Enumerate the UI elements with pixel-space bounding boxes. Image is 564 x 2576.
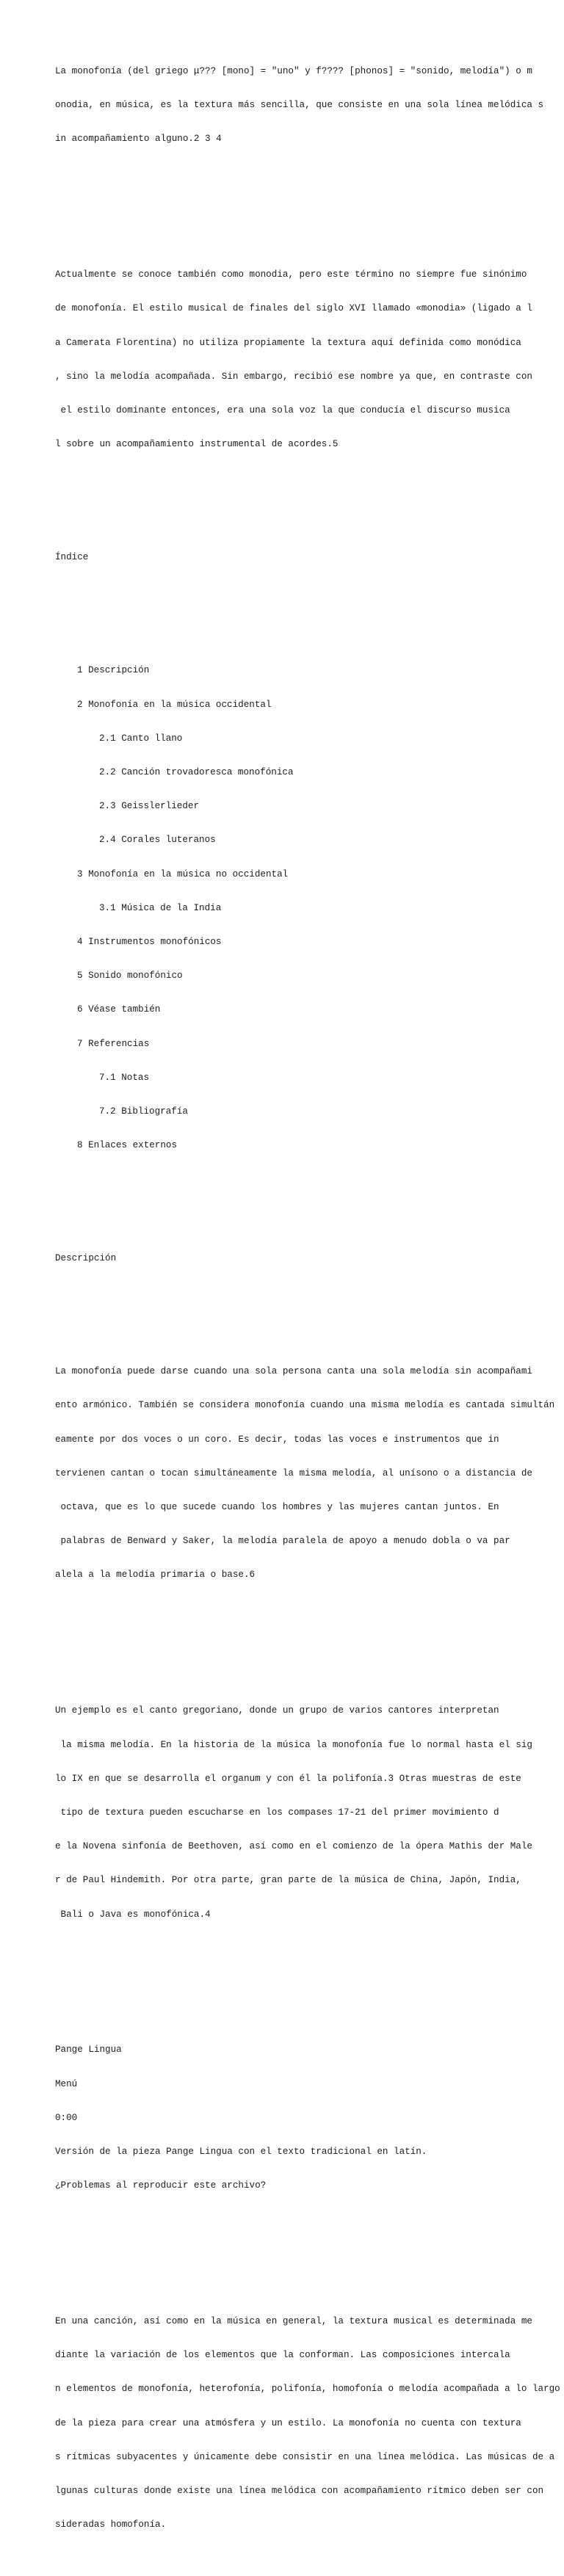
text-line: Actualmente se conoce también como monodia, pero este término no siempre fue sinónimo bbox=[55, 269, 527, 280]
text-line: l sobre un acompañamiento instrumental de acordes.5 bbox=[55, 439, 339, 450]
media-time-display: 0:00 bbox=[55, 2112, 78, 2123]
textura-paragraph bbox=[55, 2293, 562, 2553]
toc-item-instrumentos[interactable]: 4 Instrumentos monofónicos bbox=[77, 936, 222, 947]
toc-item-monofonia-no-occidental[interactable]: 3 Monofonía en la música no occidental bbox=[77, 868, 289, 879]
media-title: Pange Lingua bbox=[55, 2045, 122, 2056]
text-line: a Camerata Florentina) no utiliza propiamente la textura aquí definida como monódica bbox=[55, 337, 521, 348]
toc-item-cancion-trovadoresca[interactable]: 2.2 Canción trovadoresca monofónica bbox=[99, 766, 294, 777]
text-line: palabras de Benward y Saker, la melodía paralela de apoyo a menudo dobla o va par bbox=[55, 1536, 510, 1547]
text-line: ento armónico. También se considera monofonía cuando una misma melodía es cantada simultán bbox=[55, 1400, 555, 1411]
intro-paragraph bbox=[55, 43, 562, 167]
document-page bbox=[55, 10, 562, 2576]
toc-item-vease-tambien[interactable]: 6 Véase también bbox=[77, 1004, 161, 1015]
text-line: octava, que es lo que sucede cuando los hombres y las mujeres cantan juntos. En bbox=[55, 1502, 499, 1513]
text-line: r de Paul Hindemith. Por otra parte, gran parte de la música de China, Japón, India, bbox=[55, 1875, 521, 1886]
media-caption: Versión de la pieza Pange Lingua con el texto tradicional en latín. bbox=[55, 2147, 427, 2157]
text-line: tipo de textura pueden escucharse en los compases 17-21 del primer movimiento d bbox=[55, 1807, 499, 1818]
text-line: tervienen cantan o tocan simultáneamente la misma melodía, al unísono o a distancia de bbox=[55, 1467, 532, 1479]
media-player bbox=[55, 2022, 562, 2215]
toc-item-canto-llano[interactable]: 2.1 Canto llano bbox=[99, 733, 183, 744]
text-line: , sino la melodía acompañada. Sin embargo, recibió ese nombre ya que, en contraste con bbox=[55, 371, 532, 382]
text-line: e la Novena sinfonía de Beethoven, así como en el comienzo de la ópera Mathis der Male bbox=[55, 1841, 532, 1852]
text-line: La monofonía puede darse cuando una sola persona canta una sola melodía sin acompañami bbox=[55, 1366, 532, 1377]
text-line: diante la variación de los elementos que la conforman. Las composiciones intercala bbox=[55, 2350, 510, 2361]
toc-item-referencias[interactable]: 7 Referencias bbox=[77, 1038, 150, 1049]
text-line: de monofonía. El estilo musical de finales del siglo XVI llamado «monodia» (ligado a l bbox=[55, 303, 532, 314]
text-line: n elementos de monofonía, heterofonía, polifonía, homofonía o melodía acompañada a lo largo bbox=[55, 2384, 560, 2395]
toc-item-descripcion[interactable]: 1 Descripción bbox=[77, 665, 150, 676]
text-line: la misma melodía. En la historia de la música la monofonía fue lo normal hasta el sig bbox=[55, 1739, 532, 1750]
text-line: s rítmicas subyacentes y únicamente debe consistir en una línea melódica. Las músicas de a bbox=[55, 2451, 555, 2462]
text-line: En una canción, así como en la música en general, la textura musical es determinada me bbox=[55, 2316, 532, 2327]
toc-item-monofonia-occidental[interactable]: 2 Monofonía en la música occidental bbox=[77, 699, 272, 710]
text-line: lgunas culturas donde existe una línea melódica con acompañamiento rítmico deben ser con bbox=[55, 2486, 544, 2497]
descripcion-paragraph-1 bbox=[55, 1343, 562, 1603]
text-line: eamente por dos voces o un coro. Es decir, todas las voces e instrumentos que in bbox=[55, 1434, 499, 1445]
text-line: lo IX en que se desarrolla el organum y con él la polifonía.3 Otras muestras de este bbox=[55, 1773, 521, 1784]
text-line: Un ejemplo es el canto gregoriano, donde un grupo de varios cantores interpretan bbox=[55, 1705, 499, 1716]
text-line: el estilo dominante entonces, era una sola voz la que conducía el discurso musica bbox=[55, 405, 510, 416]
toc-item-enlaces-externos[interactable]: 8 Enlaces externos bbox=[77, 1140, 178, 1151]
table-of-contents bbox=[55, 643, 562, 1175]
text-line: alela a la melodía primaria o base.6 bbox=[55, 1570, 256, 1581]
toc-item-musica-india[interactable]: 3.1 Música de la India bbox=[99, 902, 222, 913]
text-line: sideradas homofonía. bbox=[55, 2519, 167, 2530]
text-line: Bali o Java es monofónica.4 bbox=[55, 1909, 211, 1920]
toc-item-sonido[interactable]: 5 Sonido monofónico bbox=[77, 970, 183, 982]
text-line: de la pieza para crear una atmósfera y un estilo. La monofonía no cuenta con textura bbox=[55, 2417, 521, 2428]
toc-item-bibliografia[interactable]: 7.2 Bibliografía bbox=[99, 1106, 188, 1117]
toc-item-notas[interactable]: 7.1 Notas bbox=[99, 1072, 150, 1083]
toc-item-geisslerlieder[interactable]: 2.3 Geisslerlieder bbox=[99, 801, 200, 812]
media-menu-button[interactable]: Menú bbox=[55, 2078, 78, 2089]
media-help-link[interactable]: ¿Problemas al reproducir este archivo? bbox=[55, 2180, 267, 2191]
descripcion-paragraph-2 bbox=[55, 1683, 562, 1943]
toc-item-corales-luteranos[interactable]: 2.4 Corales luteranos bbox=[99, 835, 216, 846]
toc-heading: Índice bbox=[55, 552, 89, 563]
section-heading-descripcion: Descripción bbox=[55, 1253, 117, 1264]
text-line: La monofonía (del griego μ??? [mono] = "uno" y f???? [phonos] = "sonido, melodía") o m bbox=[55, 66, 532, 77]
monodia-paragraph bbox=[55, 247, 562, 473]
text-line: onodia, en música, es la textura más sencilla, que consiste en una sola línea melódica s bbox=[55, 100, 544, 111]
text-line: in acompañamiento alguno.2 3 4 bbox=[55, 134, 222, 145]
